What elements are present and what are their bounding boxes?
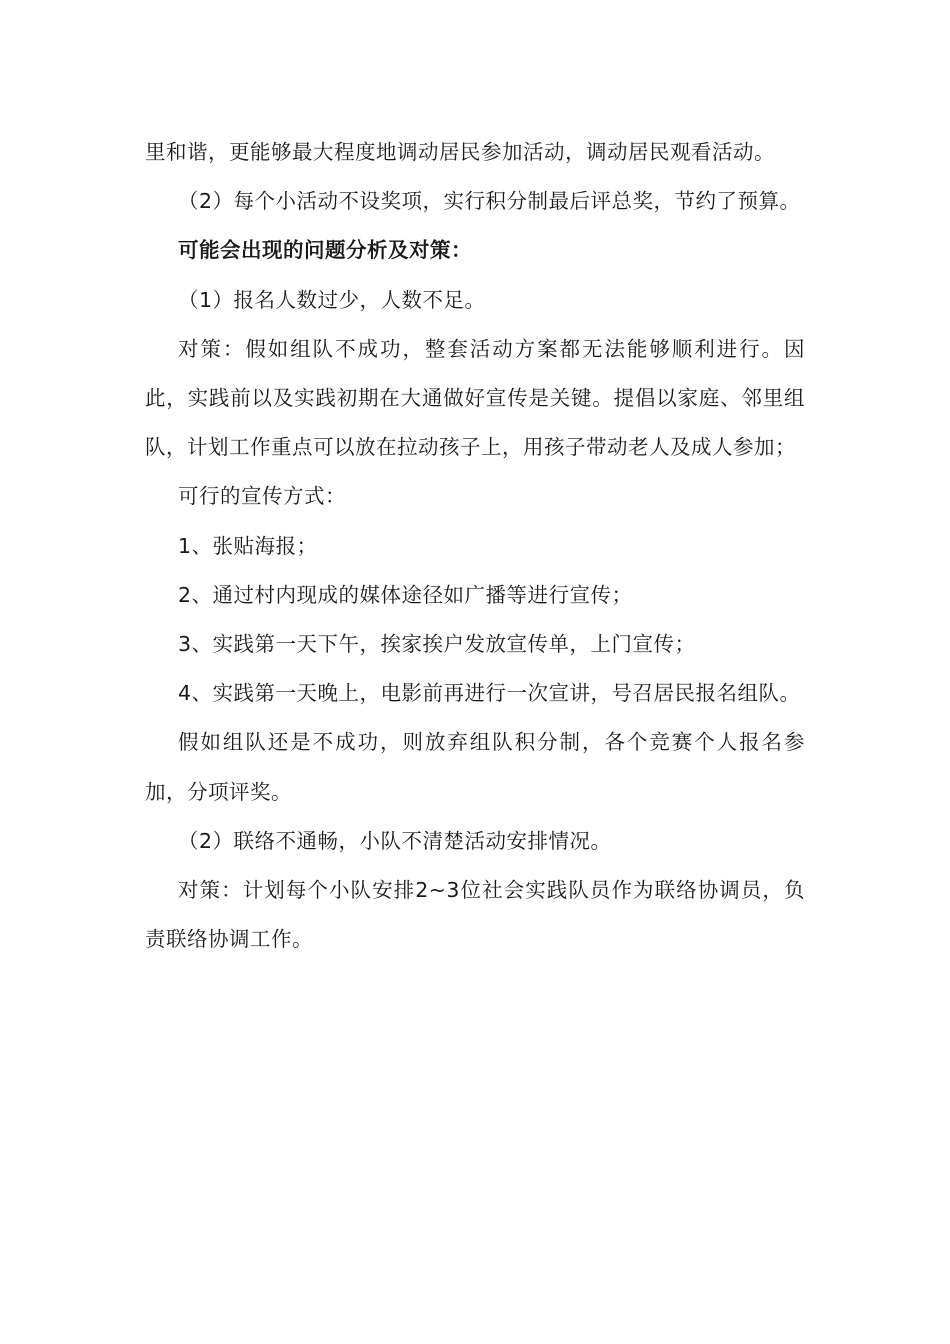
- promotion-method-2: 2、通过村内现成的媒体途径如广播等进行宣传；: [178, 582, 633, 607]
- section-heading: 可能会出现的问题分析及对策：: [178, 238, 472, 263]
- promotion-method-4: 4、实践第一天晚上，电影前再进行一次宣讲，号召居民报名组队。: [178, 681, 801, 706]
- paragraph-advantage-2: （2）每个小活动不设奖项，实行积分制最后评总奖，节约了预算。: [178, 189, 801, 214]
- problem-1: （1）报名人数过少，人数不足。: [178, 287, 486, 312]
- document-body: [145, 128, 805, 964]
- fallback-plan: 假如组队还是不成功，则放弃组队积分制，各个竞赛个人报名参加，分项评奖。: [145, 730, 805, 804]
- promotion-method-3: 3、实践第一天下午，挨家挨户发放宣传单，上门宣传；: [178, 632, 696, 657]
- promotion-method-1: 1、张贴海报；: [178, 533, 318, 558]
- countermeasure-1: 对策：假如组队不成功，整套活动方案都无法能够顺利进行。因此，实践前以及实践初期在大通做好宣传是关键。提倡以家庭、邻里组队，计划工作重点可以放在拉动孩子上，用孩子带动老人及成人参加；: [145, 336, 805, 460]
- promotion-methods-heading: 可行的宣传方式：: [178, 484, 346, 509]
- countermeasure-2: 对策：计划每个小队安排2~3位社会实践队员作为联络协调员，负责联络协调工作。: [145, 878, 805, 952]
- problem-2: （2）联络不通畅，小队不清楚活动安排情况。: [178, 828, 612, 853]
- paragraph-continuation: 里和谐，更能够最大程度地调动居民参加活动，调动居民观看活动。: [145, 140, 775, 164]
